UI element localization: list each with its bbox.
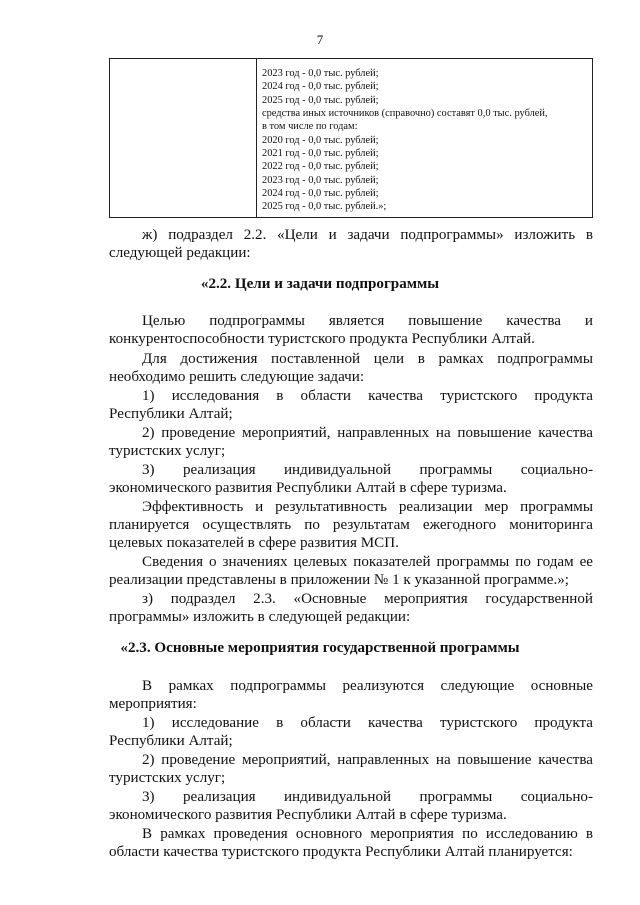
task-item-1: 1) исследования в области качества туристского продукта xyxy=(142,388,593,404)
paragraph-line: целевых показателей в сфере развития МСП. xyxy=(109,535,399,551)
table-right-cell xyxy=(262,67,588,214)
measure-item-2-cont: туристских услуг; xyxy=(109,770,226,786)
paragraph-line: Сведения о значениях целевых показателей программы по годам ее xyxy=(142,554,593,570)
paragraph-line: реализации представлены в приложении № 1 к указанной программе.»; xyxy=(109,572,570,588)
paragraph-z-line: программы» изложить в следующей редакции: xyxy=(109,609,411,625)
table-line: средства иных источников (справочно) составят 0,0 тыс. рублей, xyxy=(262,108,548,120)
task-item-1-cont: Республики Алтай; xyxy=(109,406,233,422)
paragraph-line: Для достижения поставленной цели в рамках подпрограммы xyxy=(142,351,593,367)
task-item-3: 3) реализация индивидуальной программы социально- xyxy=(142,462,593,478)
table-line: 2023 год - 0,0 тыс. рублей; xyxy=(262,174,379,186)
measure-item-1: 1) исследование в области качества туристского продукта xyxy=(142,715,593,731)
measure-item-3: 3) реализация индивидуальной программы социально- xyxy=(142,789,593,805)
table-line: 2022 год - 0,0 тыс. рублей; xyxy=(262,161,379,173)
task-item-3-cont: экономического развития Республики Алтай в сфере туризма. xyxy=(109,480,507,496)
paragraph-line: В рамках подпрограммы реализуются следующие основные xyxy=(142,678,593,694)
task-item-2-cont: туристских услуг; xyxy=(109,443,226,459)
table-line: 2020 год - 0,0 тыс. рублей; xyxy=(262,134,379,146)
table-line: 2021 год - 0,0 тыс. рублей; xyxy=(262,148,379,160)
table-line: 2025 год - 0,0 тыс. рублей.»; xyxy=(262,201,387,213)
table-left-cell xyxy=(110,59,257,217)
table-line: в том числе по годам: xyxy=(262,121,358,133)
paragraph-line: планируется осуществлять по результатам ежегодного мониторинга xyxy=(109,517,593,533)
page-number: 7 xyxy=(316,32,324,47)
measure-item-1-cont: Республики Алтай; xyxy=(109,733,233,749)
section-heading-2-2: «2.2. Цели и задачи подпрограммы xyxy=(200,276,440,292)
paragraph-zh-line: ж) подраздел 2.2. «Цели и задачи подпрограммы» изложить в xyxy=(142,227,593,243)
measure-item-3-cont: экономического развития Республики Алтай в сфере туризма. xyxy=(109,807,507,823)
paragraph-zh-line: следующей редакции: xyxy=(109,245,251,261)
paragraph-line: Целью подпрограммы является повышение качества и xyxy=(142,313,593,329)
paragraph-z-line: з) подраздел 2.3. «Основные мероприятия государственной xyxy=(142,591,593,607)
task-item-2: 2) проведение мероприятий, направленных на повышение качества xyxy=(142,425,593,441)
table-line: 2023 год - 0,0 тыс. рублей; xyxy=(262,68,379,79)
funding-table xyxy=(109,58,593,218)
paragraph-line: В рамках проведения основного мероприятия по исследованию в xyxy=(142,826,593,842)
paragraph-line: конкурентоспособности туристского продукта Республики Алтай. xyxy=(109,331,535,347)
table-line: 2024 год - 0,0 тыс. рублей; xyxy=(262,81,379,93)
paragraph-line: необходимо решить следующие задачи: xyxy=(109,369,365,385)
paragraph-line: Эффективность и результативность реализации мер программы xyxy=(142,499,593,515)
paragraph-line: мероприятия: xyxy=(109,696,197,712)
table-line: 2024 год - 0,0 тыс. рублей; xyxy=(262,188,379,200)
section-heading-2-3: «2.3. Основные мероприятия государственной программы xyxy=(120,640,520,656)
table-line: 2025 год - 0,0 тыс. рублей; xyxy=(262,94,379,106)
measure-item-2: 2) проведение мероприятий, направленных на повышение качества xyxy=(142,752,593,768)
paragraph-line: области качества туристского продукта Республики Алтай планируется: xyxy=(109,844,573,860)
